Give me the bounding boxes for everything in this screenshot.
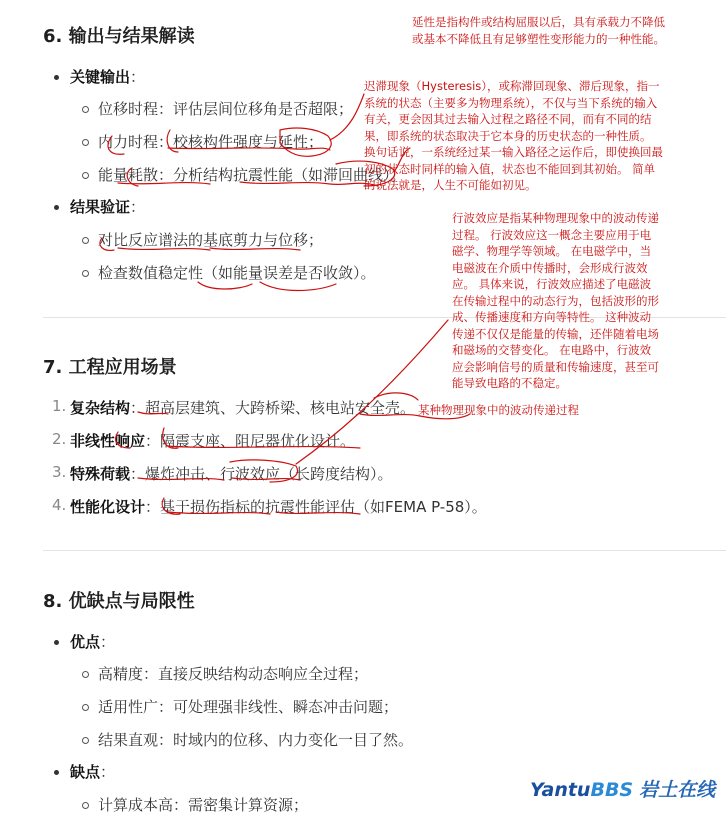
yantubbs-logo	[530, 775, 715, 802]
item-body: ：爆炸冲击、行波效应（长跨度结构）。	[130, 465, 393, 483]
ductility-note	[412, 14, 712, 47]
key-output-item: 内力时程：校核构件强度与延性；	[98, 133, 324, 151]
item-head: 特殊荷载	[70, 465, 131, 483]
pen-underline-mark	[168, 512, 270, 514]
pen-underline-mark	[138, 478, 224, 480]
item-body: ：隔震支座、阻尼器优化设计。	[145, 432, 356, 450]
item-body: ：超高层建筑、大跨桥梁、核电站安全壳。	[130, 399, 416, 417]
pen-circle-mark	[198, 282, 252, 289]
short-wave-note	[418, 402, 638, 419]
section-8-title: 8. 优缺点与局限性	[43, 591, 195, 612]
pen-underline-mark	[276, 512, 360, 514]
pen-circle-mark	[163, 428, 178, 448]
list-number: 2.	[52, 430, 67, 448]
pen-underline-mark	[360, 414, 420, 416]
item-body: ：基于损伤指标的抗震性能评估（如FEMA P-58）。	[145, 498, 487, 516]
logo-part: 岩土在线	[639, 779, 716, 801]
key-output-label: 关键输出	[70, 68, 131, 86]
logo-part: BBS	[590, 779, 634, 801]
traveling-wave-note-text: 行波效应是指某种物理现象中的波动传递 过程。 行波效应这一概念主要应用于电 磁学、物理学等领域。 在电磁学中，当 电磁波在介质中传播时，会形成行波效 应。 具体来说，行波效应描述了电磁波 在传输过程中的动态行为，包括波形的形 成、传播速度和方向等特性。 这种波动 传递不仅仅是能量的传输，还伴随着电场 和磁场的交替变化。 在电路中，行波效 应会影响信号的质量和传输速度，甚至可 能导致电路的不稳定。	[452, 211, 659, 390]
item-head: 性能化设计	[70, 498, 146, 516]
section-7-title: 7. 工程应用场景	[43, 357, 177, 378]
pen-underline-mark	[240, 182, 378, 186]
pros-label: 优点	[70, 633, 101, 651]
pen-circle-mark	[374, 393, 418, 400]
cons-label: 缺点	[70, 763, 101, 781]
pen-line-to-note	[296, 320, 448, 464]
colon: ：	[130, 68, 146, 86]
pen-circle-mark	[280, 128, 331, 156]
pen-circle-mark	[116, 432, 130, 448]
hysteresis-note	[364, 78, 709, 194]
hysteresis-note-text: 迟滞现象（Hysteresis），或称滞回现象、滞后现象，指一 系统的状态（主要多为物理系统），不仅与当下系统的输入 有关，更会因其过去输入过程之路径不同，而有不同的结 果，即系统的状态取决于它本身的历史状态的一种性质。 换句话说，一系统经过某一输入路径之运作后，即使换回最 初的状态时同样的输入值，状态也不能回到其初始。 简单 的说法就是，人生不可能如初见。	[364, 79, 663, 192]
pen-circle-mark	[260, 282, 336, 291]
verify-item: 对比反应谱法的基底剪力与位移；	[98, 231, 324, 249]
pen-underline-mark	[168, 446, 360, 448]
pros-item: 结果直观：时域内的位移、内力变化一目了然。	[98, 731, 414, 749]
list-number: 3.	[52, 463, 67, 481]
colon: ：	[100, 763, 116, 781]
list-number: 4.	[52, 496, 67, 514]
verify-label: 结果验证	[70, 198, 131, 216]
pen-line-to-note	[330, 94, 364, 140]
pen-underline-mark	[210, 248, 300, 250]
pen-underline-mark	[118, 248, 210, 250]
colon: ：	[100, 633, 116, 651]
pros-item: 高精度：直接反映结构动态响应全过程；	[98, 665, 369, 683]
item-head: 复杂结构	[70, 399, 131, 417]
verify-item: 检查数值稳定性（如能量误差是否收敛）。	[98, 264, 376, 282]
list-number: 1.	[52, 397, 67, 415]
pen-circle-mark	[100, 238, 114, 250]
ductility-note-text: 延性是指构件或结构屈服以后，具有承载力不降低 或基本不降低且有足够塑性变形能力的一种性能。	[412, 15, 665, 46]
item-head: 非线性响应	[70, 432, 146, 450]
short-wave-note-text: 某种物理现象中的波动传递过程	[418, 403, 579, 417]
pen-underline-mark	[168, 148, 330, 150]
key-output-item: 能量耗散：分析结构抗震性能（如滞回曲线）。	[98, 166, 406, 184]
pros-item: 适用性广：可处理强非线性、瞬态冲击问题；	[98, 698, 399, 716]
pen-circle-mark	[108, 136, 124, 154]
logo-part: Yantu	[530, 779, 591, 801]
cons-item: 计算成本高：需密集计算资源；	[98, 796, 309, 814]
key-output-item: 位移时程：评估层间位移角是否超限；	[98, 100, 354, 118]
section-6-title: 6. 输出与结果解读	[43, 26, 195, 47]
traveling-wave-note	[452, 210, 692, 392]
colon: ：	[130, 198, 146, 216]
pen-underline-mark	[138, 412, 168, 414]
